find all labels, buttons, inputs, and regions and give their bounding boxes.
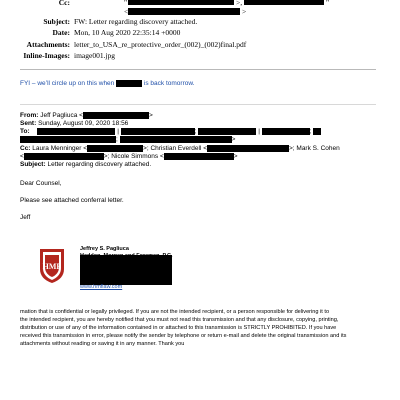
signature-website-link[interactable]: www.hmflaw.com	[80, 284, 123, 290]
redaction-block	[198, 128, 256, 135]
original-cc-mark: >; Mark S. Cohen	[289, 145, 340, 153]
redaction-block	[244, 0, 324, 5]
original-cc-nicole: >; Nicole Simmons <	[103, 153, 164, 161]
original-cc-laura: Laura Menninger <	[32, 145, 88, 153]
firm-logo-icon	[32, 247, 72, 285]
redaction-block	[83, 112, 149, 119]
original-from-end: >	[148, 112, 153, 120]
header-date-value: Mon, 10 Aug 2020 22:35:14 +0000	[74, 28, 181, 37]
header-cc-row-2	[0, 7, 400, 16]
header-date-row	[0, 28, 400, 37]
header-attachments-row	[0, 40, 400, 49]
redaction-block	[262, 128, 310, 135]
disclaimer-line-4: received this transmission in error, please notify the sender by telephone or return e-mail and delete the original transmission and its	[20, 333, 347, 339]
original-from-name: Jeff Pagliuca <	[40, 112, 83, 120]
original-sent-value: Sunday, August 09, 2020 18:56	[38, 120, 129, 127]
redaction-block	[87, 145, 143, 152]
original-cc-line2-start: <	[20, 153, 24, 161]
original-sent-line	[20, 120, 128, 128]
body-message: Please see attached conferral letter.	[20, 197, 124, 204]
original-cc-line	[20, 145, 340, 153]
header-cc-fragment: >,	[236, 0, 243, 7]
body-greeting: Dear Counsel,	[20, 180, 62, 187]
original-subject-label: Subject:	[20, 161, 46, 168]
original-to-separator: ;	[194, 128, 197, 136]
original-to-line2-end: >	[231, 136, 236, 144]
original-subject-line	[20, 161, 151, 169]
fyi-text-before: FYI – we’ll circle up on this when	[20, 80, 115, 88]
header-cc-label: Cc:	[58, 0, 70, 7]
redaction-block	[121, 128, 195, 135]
original-to-separator: |	[117, 128, 119, 136]
header-inline-images-value: image001.jpg	[74, 51, 116, 60]
header-cc-fragment: >	[242, 7, 247, 16]
disclaimer-line-5: attachments without reading or saving it in any manner. Thank you	[20, 341, 185, 347]
header-cc-fragment: "	[326, 0, 330, 7]
firm-logo	[32, 247, 72, 285]
redaction-block	[20, 136, 116, 143]
redaction-block	[164, 153, 234, 160]
signature-name: Jeffrey S. Pagliuca	[80, 246, 129, 252]
header-attachments-label: Attachments:	[26, 40, 70, 49]
header-subject-row	[0, 17, 400, 26]
original-to-separator: ;	[116, 136, 118, 144]
original-cc-line-2	[20, 153, 238, 161]
firm-logo-letters: HMF	[42, 262, 62, 271]
header-divider	[20, 69, 376, 70]
original-subject-value: Letter regarding discovery attached.	[47, 161, 152, 168]
redaction-block	[207, 145, 289, 152]
header-attachments-value: letter_to_USA_re_protective_order_(002)_(002)final.pdf	[74, 40, 247, 49]
header-inline-images-label: Inline-Images:	[23, 51, 70, 60]
original-to-line-2	[20, 136, 235, 144]
original-to-line	[20, 128, 321, 136]
header-cc-fragment: <	[124, 7, 129, 16]
header-subject-label: Subject:	[43, 17, 70, 26]
redaction-block	[128, 8, 240, 15]
body-signoff: Jeff	[20, 214, 31, 221]
original-cc-christian: >; Christian Everdell <	[143, 145, 207, 153]
header-inline-images-row	[0, 51, 400, 60]
original-cc-label: Cc:	[20, 145, 31, 153]
original-sent-label: Sent:	[20, 120, 37, 127]
original-cc-line2-end: >	[233, 153, 238, 161]
original-from-line	[20, 112, 153, 120]
header-cc-fragment: "	[124, 0, 128, 7]
redaction-block	[80, 255, 172, 285]
redaction-block	[313, 128, 321, 135]
redaction-block	[128, 0, 234, 5]
message-divider	[20, 104, 376, 105]
fyi-line	[20, 80, 195, 88]
header-cc-row	[0, 0, 400, 7]
original-from-label: From:	[20, 112, 39, 120]
disclaimer-line-2: the intended recipient, you are hereby notified that you must not read this transmission and that any disclosure, copying, printing,	[20, 317, 339, 323]
original-to-separator: ;	[309, 128, 312, 136]
header-subject-value: FW: Letter regarding discovery attached.	[74, 17, 198, 26]
disclaimer-line-1: mation that is confidential or legally privileged. If you are not the intended recipient, or a person responsible for delivering it to	[20, 309, 330, 315]
redaction-block	[116, 80, 142, 87]
fyi-text-after: is back tomorrow.	[143, 80, 195, 88]
redaction-block	[120, 136, 232, 143]
disclaimer-line-3: distribution or use of any of the information contained in or attached to this transmission is STRICTLY PROHIBITED. If you have	[20, 325, 337, 331]
redaction-block	[37, 128, 115, 135]
original-to-label: To:	[20, 128, 30, 136]
header-date-label: Date:	[52, 28, 70, 37]
original-to-separator: |	[258, 128, 260, 136]
redaction-block	[24, 153, 104, 160]
